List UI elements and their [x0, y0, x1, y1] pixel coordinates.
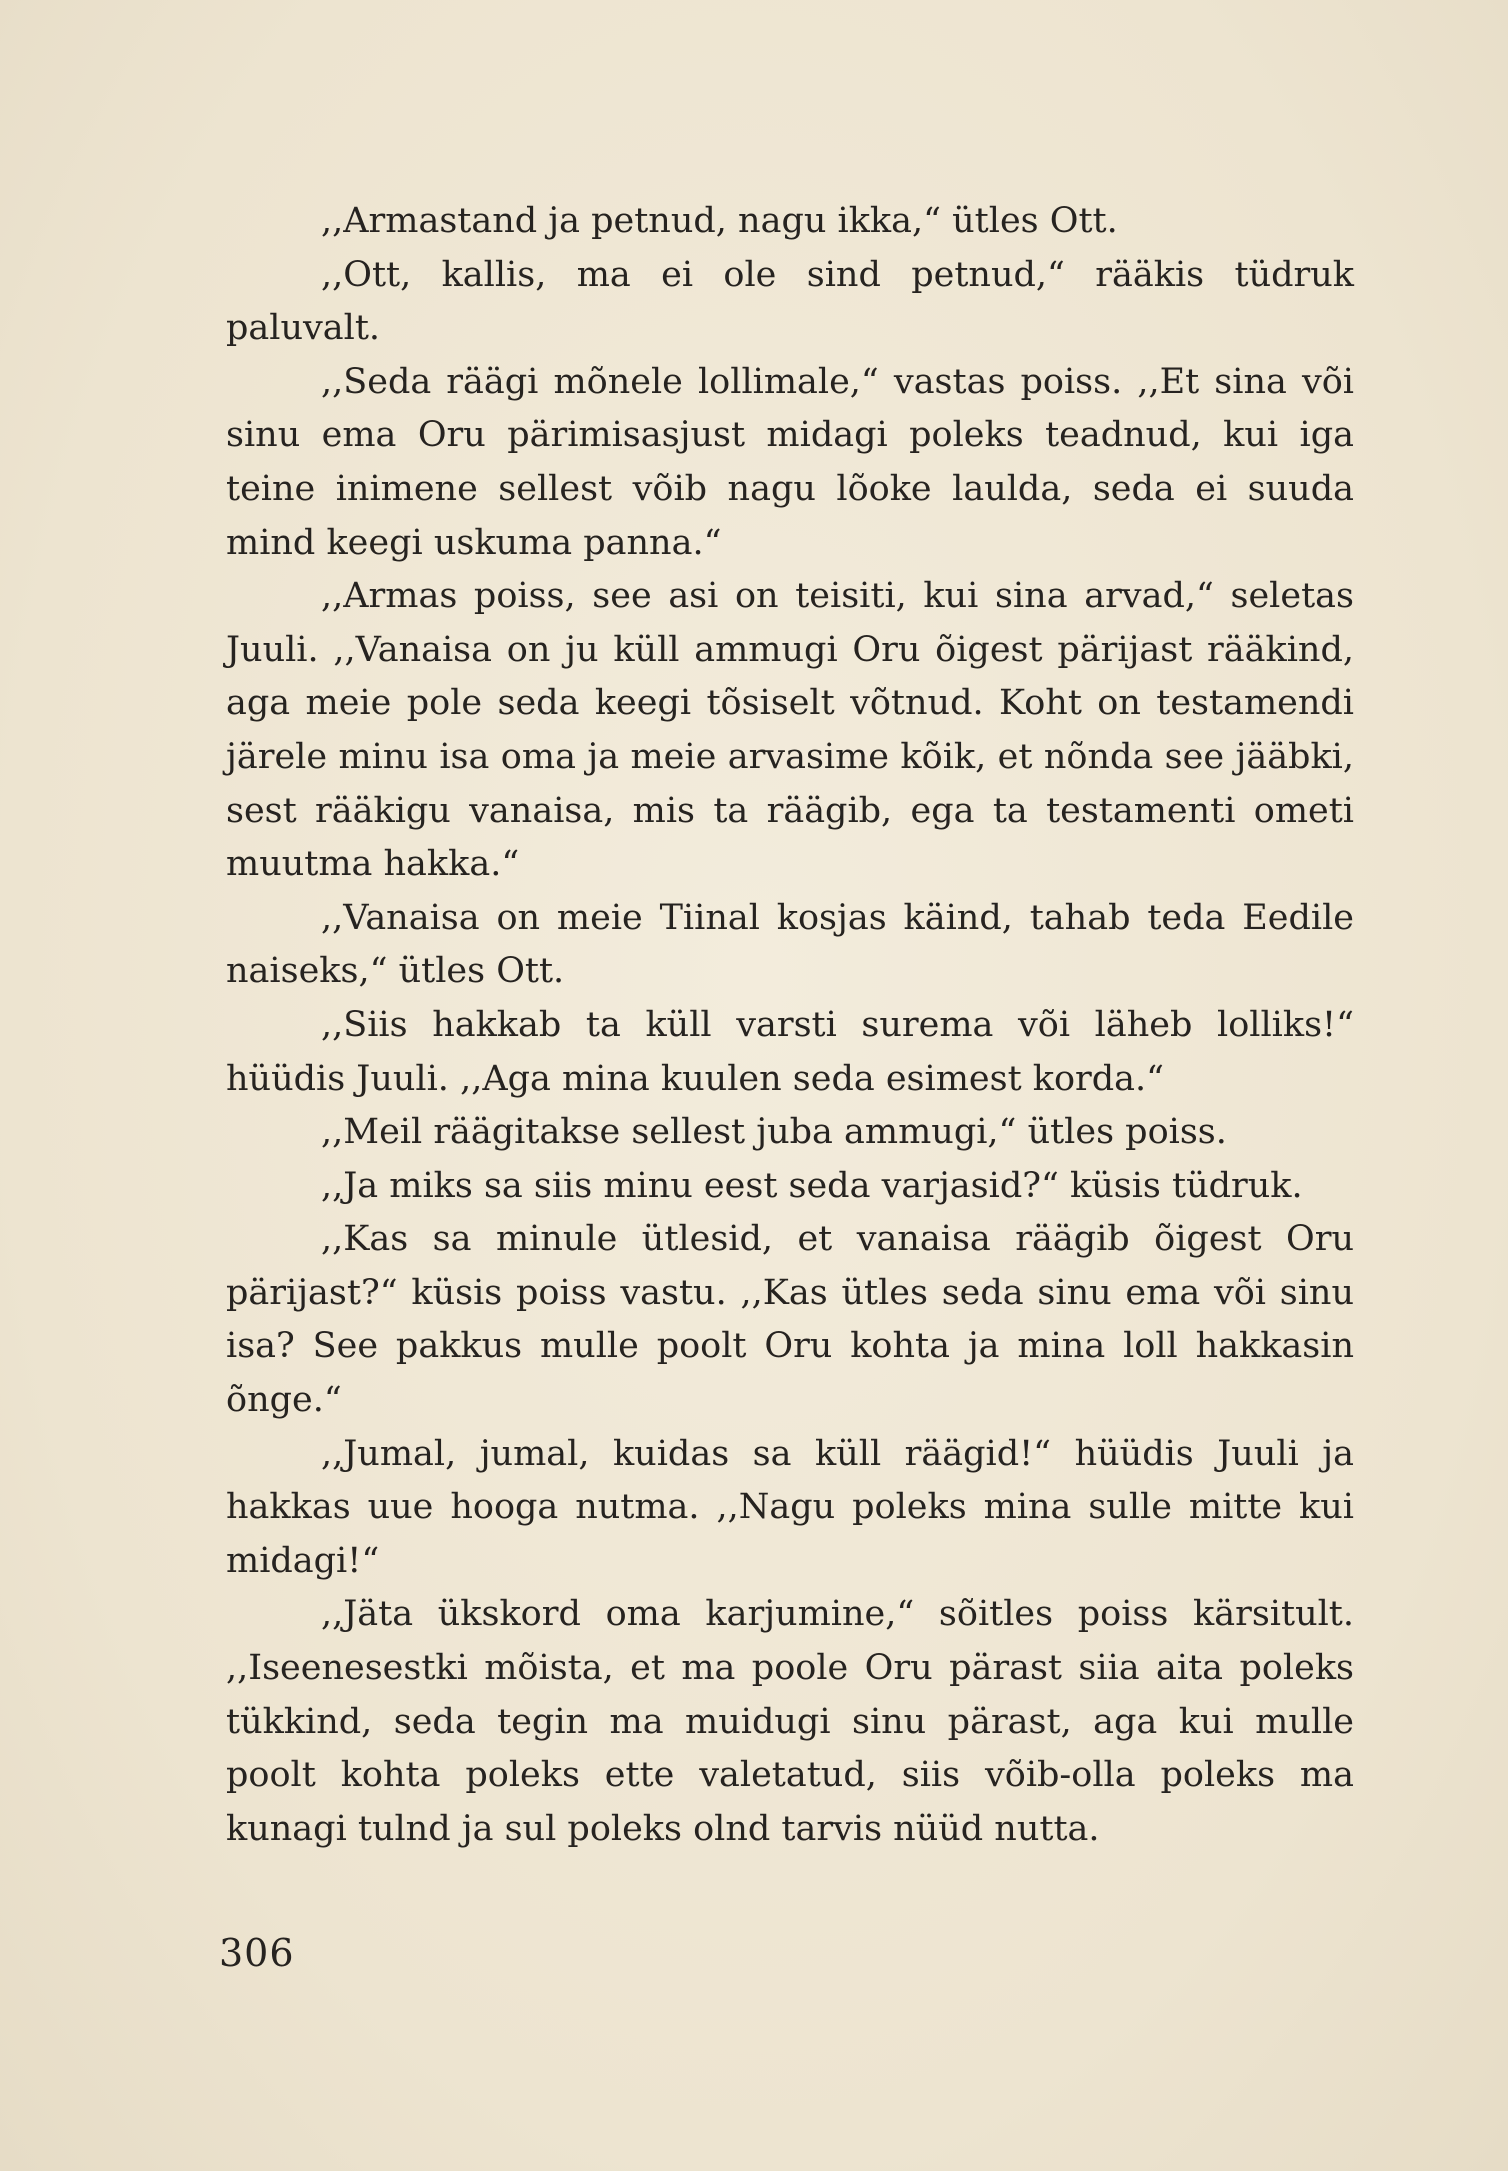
- paragraph: ,,Vanaisa on meie Tiinal kosjas käind, tahab teda Eedile naiseks,“ ütles Ott.: [226, 897, 1354, 992]
- paragraph: ,,Ott, kallis, ma ei ole sind petnud,“ rääkis tüdruk paluvalt.: [226, 254, 1354, 349]
- paragraph: ,,Siis hakkab ta küll varsti surema või läheb lolliks!“ hüüdis Juuli. ,,Aga mina kuulen seda esimest korda.“: [226, 1004, 1354, 1099]
- paragraph: ,,Jäta ükskord oma karjumine,“ sõitles poiss kärsitult. ,,Iseenesestki mõista, et ma poole Oru pärast siia aita poleks tükkind, seda tegin ma muidugi sinu pärast, aga kui mulle poolt kohta poleks ette valetatud, siis võib-olla poleks ma kunagi tulnd ja sul poleks olnd tarvis nüüd nutta.: [226, 1594, 1354, 1849]
- paragraph: ,,Jumal, jumal, kuidas sa küll räägid!“ hüüdis Juuli ja hakkas uue hooga nutma. ,,Nagu poleks mina sulle mitte kui midagi!“: [226, 1433, 1354, 1581]
- paragraph: ,,Armastand ja petnud, nagu ikka,“ ütles Ott.: [321, 201, 1118, 241]
- paragraph: ,,Kas sa minule ütlesid, et vanaisa räägib õigest Oru pärijast?“ küsis poiss vastu. ,,Kas ütles seda sinu ema või sinu isa? See pakkus mulle poolt Oru kohta ja mina loll hakkasin õnge.“: [226, 1219, 1354, 1421]
- paragraph: ,,Ja miks sa siis minu eest seda varjasid?“ küsis tüdruk.: [321, 1165, 1303, 1206]
- paragraph: ,,Armas poiss, see asi on teisiti, kui sina arvad,“ seletas Juuli. ,,Vanaisa on ju küll ammugi Oru õigest pärijast rääkind, aga meie pole seda keegi tõsiselt võtnud. Koht on testamendi järele minu isa oma ja meie arvasime kõik, et nõnda see jääbki, sest rääkigu vanaisa, mis ta räägib, ega ta testamenti ometi muutma hakka.“: [226, 576, 1354, 885]
- page-text: [226, 195, 1354, 1856]
- paragraph: ,,Seda räägi mõnele lollimale,“ vastas poiss. ,,Et sina või sinu ema Oru pärimisasjust midagi poleks teadnud, kui iga teine inimene sellest võib nagu lõoke laulda, seda ei suuda mind keegi uskuma panna.“: [226, 361, 1354, 563]
- paragraph: ,,Meil räägitakse sellest juba ammugi,“ ütles poiss.: [321, 1112, 1227, 1153]
- page-number: 306: [219, 1931, 295, 1975]
